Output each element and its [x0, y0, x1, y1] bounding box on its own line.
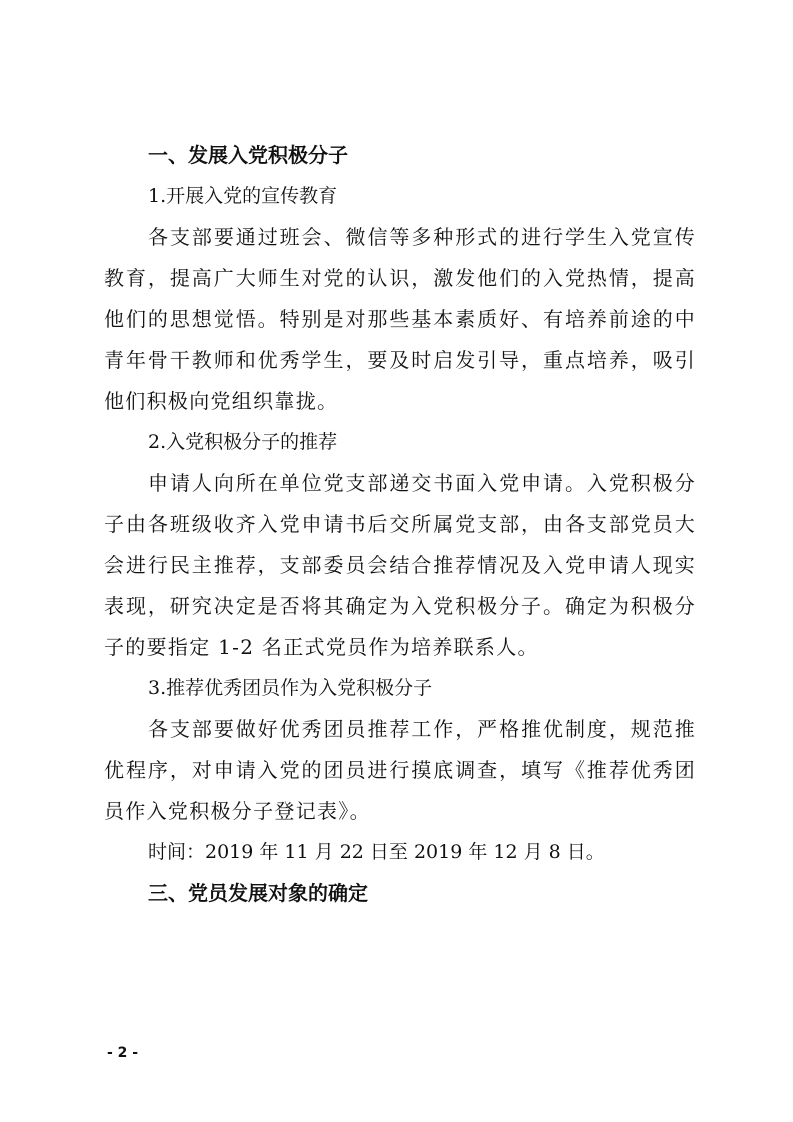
page-number: - 2 - [107, 1045, 139, 1061]
subheading-publicity-education: 1.开展入党的宣传教育 [148, 185, 338, 207]
paragraph-activist-recommendation: 申请人向所在单位党支部递交书面入党申请。入党积极分子由各班级收齐入党申请书后交所属党支部，由各支部党员大会进行民主推荐，支部委员会结合推荐情况及入党申请人现实表现，研究决定是否将其确定为入党积极分子。确定为积极分子的要指定 1-2 名正式党员作为培养联系人。 [104, 471, 696, 659]
document-body [104, 135, 696, 914]
subheading-activist-recommendation: 2.入党积极分子的推荐 [148, 431, 338, 453]
time-period-line: 时间：2019 年 11 月 22 日至 2019 年 12 月 8 日。 [148, 841, 605, 863]
paragraph-publicity-education: 各支部要通过班会、微信等多种形式的进行学生入党宣传教育，提高广大师生对党的认识，激发他们的入党热情，提高他们的思想觉悟。特别是对那些基本素质好、有培养前途的中青年骨干教师和优秀学生，要及时启发引导，重点培养，吸引他们积极向党组织靠拢。 [104, 225, 696, 413]
subheading-recommend-league-members: 3.推荐优秀团员作为入党积极分子 [148, 677, 433, 699]
section-heading-development-targets: 三、党员发展对象的确定 [148, 881, 368, 905]
paragraph-recommend-league-members: 各支部要做好优秀团员推荐工作，严格推优制度，规范推优程序，对申请入党的团员进行摸底调查，填写《推荐优秀团员作入党积极分子登记表》。 [104, 717, 696, 823]
section-heading-develop-activists: 一、发展入党积极分子 [148, 143, 348, 167]
